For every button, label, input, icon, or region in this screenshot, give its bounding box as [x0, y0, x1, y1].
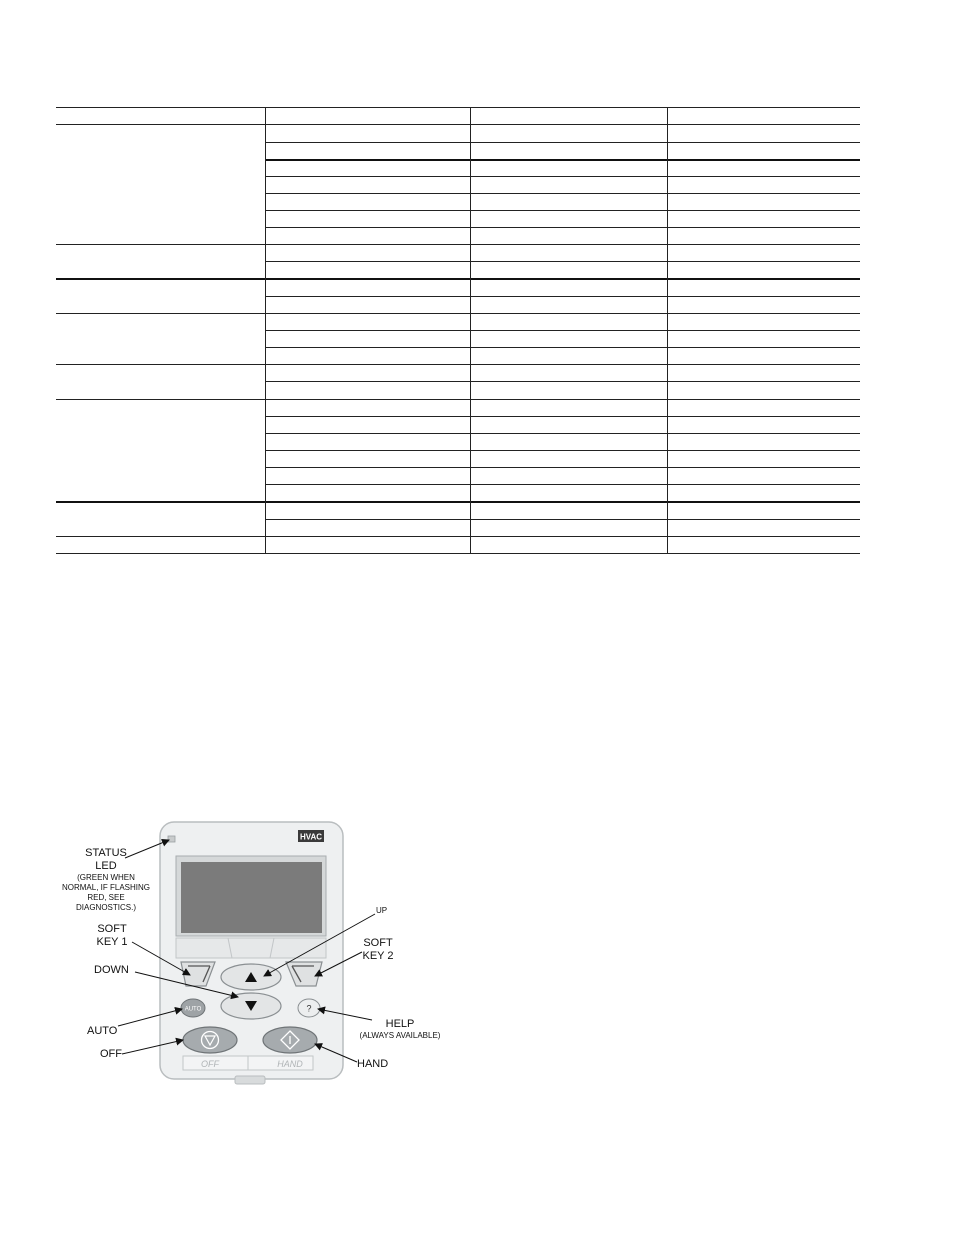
soft-key-bar — [176, 938, 326, 958]
keypad-bottom-tab — [235, 1076, 265, 1084]
status-led-callout — [50, 847, 162, 913]
table-rule — [265, 450, 860, 451]
status-led-title-line2: LED — [95, 860, 117, 872]
up-callout: UP — [376, 906, 388, 915]
table-rule — [56, 399, 860, 400]
hand-callout: HAND — [357, 1058, 389, 1070]
table-rule — [56, 313, 860, 314]
soft-key-1-callout — [90, 923, 134, 949]
help-button[interactable] — [298, 999, 320, 1017]
keypad-figure — [50, 800, 450, 1100]
table-rule — [265, 467, 860, 468]
up-button[interactable] — [221, 964, 281, 990]
table-rule — [56, 364, 860, 365]
status-led-note-line4: DIAGNOSTICS.) — [75, 903, 136, 912]
table-rule — [265, 193, 860, 194]
hand-button[interactable] — [263, 1027, 317, 1053]
status-led-note-line2: NORMAL, IF FLASHING — [61, 883, 150, 892]
table-rule — [265, 416, 860, 417]
table-rule — [265, 261, 860, 262]
table-column-rule — [470, 107, 471, 553]
soft-key-2-callout — [356, 937, 400, 963]
off-callout: OFF — [100, 1048, 122, 1060]
table-rule — [265, 381, 860, 382]
soft-key-1-line1: SOFT — [97, 923, 127, 935]
table-rule — [265, 210, 860, 211]
table-rule — [265, 484, 860, 485]
auto-key-label: AUTO — [184, 1006, 202, 1013]
parameter-table — [56, 107, 860, 554]
soft-key-2-line1: SOFT — [363, 937, 393, 949]
soft-key-2-line2: KEY 2 — [362, 950, 394, 962]
table-rule — [56, 244, 860, 245]
help-callout — [354, 1018, 446, 1041]
down-button[interactable] — [221, 993, 281, 1019]
table-rule — [56, 107, 860, 108]
help-title: HELP — [385, 1018, 415, 1030]
table-rule — [265, 176, 860, 177]
off-button[interactable] — [183, 1027, 237, 1053]
status-led — [168, 836, 175, 842]
table-rule — [265, 347, 860, 348]
table-rule — [265, 296, 860, 297]
table-rule — [56, 553, 860, 554]
table-rule — [265, 142, 860, 143]
auto-callout: AUTO — [87, 1025, 118, 1037]
help-note: (ALWAYS AVAILABLE) — [359, 1031, 441, 1040]
table-rule — [56, 536, 860, 537]
auto-button[interactable] — [181, 999, 205, 1017]
table-rule — [265, 227, 860, 228]
display-screen — [181, 862, 322, 933]
table-rule — [265, 159, 860, 161]
table-rule — [56, 124, 860, 125]
table-rule — [265, 433, 860, 434]
table-column-rule — [265, 107, 266, 553]
status-led-note-line1: (GREEN WHEN — [77, 873, 135, 882]
status-led-title-line1: STATUS — [85, 847, 127, 859]
table-rule — [265, 519, 860, 520]
off-strip-label: OFF — [201, 1059, 219, 1069]
table-rule — [56, 278, 860, 280]
down-callout: DOWN — [94, 964, 129, 976]
table-column-rule — [667, 107, 668, 553]
hand-strip-label: HAND — [277, 1059, 303, 1069]
soft-key-1-line2: KEY 1 — [96, 936, 128, 948]
table-rule — [56, 501, 860, 503]
status-led-note-line3: RED, SEE — [87, 893, 125, 902]
help-question-icon: ? — [306, 1003, 312, 1014]
hvac-badge-text: HVAC — [299, 832, 323, 842]
table-rule — [265, 330, 860, 331]
